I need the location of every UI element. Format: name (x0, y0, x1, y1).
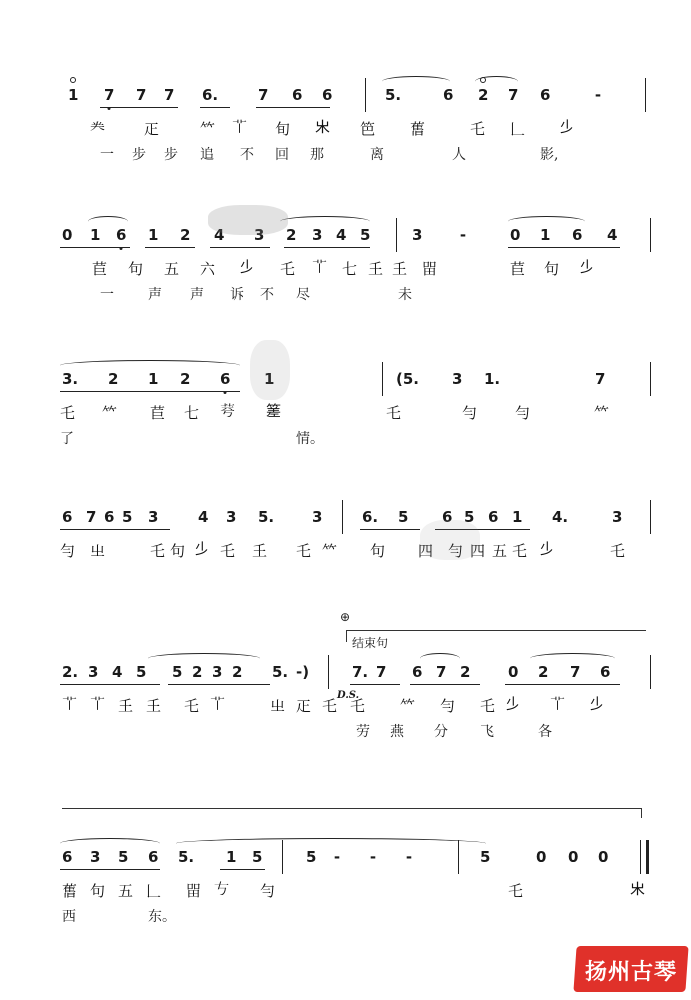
note: 3 (254, 226, 265, 244)
note: 3. (62, 370, 79, 388)
jianzi-char: 乇 (480, 697, 497, 715)
lyric-char: 情。 (296, 431, 324, 447)
note: 0 (568, 848, 579, 866)
note: 3 (90, 848, 101, 866)
lyric-char: 各 (538, 724, 552, 740)
score-system-2 (60, 218, 650, 306)
jianzi-char: 勻 (260, 882, 277, 900)
note: - (405, 848, 413, 866)
beam-underline (60, 391, 240, 392)
barline (650, 218, 651, 252)
beam-underline (410, 684, 480, 685)
jianzi-row (60, 402, 650, 428)
beam-underline (508, 247, 620, 248)
note: 1 (148, 370, 159, 388)
note: 5. (178, 848, 195, 866)
lyric-char: 东。 (148, 909, 176, 925)
jianzi-char: 㽞 (422, 260, 439, 278)
jianzi-row (60, 118, 650, 144)
note: 6. (362, 508, 379, 526)
jianzi-char: 苣 (150, 404, 167, 422)
beam-underline (100, 107, 178, 108)
lyric-char: 声 (190, 287, 204, 303)
barline (645, 78, 646, 112)
note: 1 (512, 508, 523, 526)
jianzi-char: 𠀁 (214, 880, 231, 898)
jianzi-char: 㽞 (186, 882, 203, 900)
jianzi-char: 𦾔 (410, 120, 427, 138)
beam-underline (60, 247, 130, 248)
note: 1 (148, 226, 159, 244)
slur (475, 76, 518, 87)
lyric-char: 燕 (390, 724, 404, 740)
jianzi-char: 句 (370, 542, 387, 560)
score-system-6 (60, 840, 650, 928)
note: - (369, 848, 377, 866)
jianzi-char: 𦫳 (550, 695, 567, 713)
note: 3 (212, 663, 223, 681)
slur (148, 653, 260, 664)
jianzi-char: 𥫗 (102, 404, 119, 422)
lyrics-row (60, 284, 650, 306)
note: 6 (220, 370, 230, 388)
barline (328, 655, 329, 689)
jianzi-char: 𣥂 (506, 695, 523, 713)
lyric-char: 尽 (296, 287, 310, 303)
jianzi-char: 乇 (220, 542, 237, 560)
note: 6 (442, 508, 453, 526)
lyric-char: 步 (164, 147, 178, 163)
jianzi-char: 勻 (60, 542, 77, 560)
note: 2 (478, 86, 488, 104)
note: 7 (376, 663, 387, 681)
jianzi-row (60, 258, 650, 284)
note: 3 (612, 508, 623, 526)
jianzi-char: 乇 (322, 697, 339, 715)
phrase-top-tick (641, 808, 642, 818)
note: 5 (136, 663, 147, 681)
note: 2. (62, 663, 79, 681)
slur (176, 838, 486, 849)
lyric-char: 飞 (480, 724, 494, 740)
lyric-char: 回 (275, 147, 289, 163)
jianzi-char: 乇 (512, 542, 529, 560)
jianzi-char: 𥫗 (200, 120, 217, 138)
lyric-char: 不 (260, 287, 274, 303)
lyric-char: 追 (200, 147, 214, 163)
jianzi-char: 乇 (386, 404, 403, 422)
note: 7 (595, 370, 606, 388)
beam-underline (200, 107, 230, 108)
watermark-logo (575, 946, 687, 992)
jianzi-char: 𡈼 (146, 697, 163, 715)
jianzi-char: 句 (170, 542, 187, 560)
beam-underline (360, 529, 420, 530)
lyric-char: 声 (148, 287, 162, 303)
note: 2 (108, 370, 119, 388)
note: 4 (198, 508, 209, 526)
jianzi-char: 𦫳 (62, 695, 79, 713)
note: - (459, 226, 467, 244)
note: 3 (412, 226, 423, 244)
note: 2 (286, 226, 297, 244)
lyric-char: 劳 (356, 724, 370, 740)
jianzi-char: 句 (128, 260, 145, 278)
notation-row (60, 655, 650, 695)
jianzi-char: 𣥂 (240, 258, 257, 276)
note: 1 (90, 226, 101, 244)
scan-smudge (250, 340, 290, 400)
beam-underline (168, 684, 270, 685)
note: -) (296, 663, 310, 681)
final-barline (646, 840, 649, 874)
jianzi-char: 旬 (275, 120, 292, 138)
beam-underline (284, 247, 370, 248)
note: 5 (118, 848, 129, 866)
note: 6 (62, 848, 73, 866)
jianzi-char: 乇 (60, 404, 77, 422)
beam-underline (60, 529, 170, 530)
jianzi-char: 𥫗 (400, 697, 417, 715)
jianzi-char: 勻 (462, 404, 479, 422)
barline (650, 500, 651, 534)
jianzi-char: 𣥂 (560, 118, 577, 136)
note: 2 (538, 663, 549, 681)
phrase-top-line (62, 808, 642, 809)
note: 7. (352, 663, 369, 681)
score-system-3 (60, 362, 650, 450)
beam-underline (145, 247, 195, 248)
jianzi-char: 𥰭 (266, 402, 283, 420)
jianzi-char: 句 (90, 882, 107, 900)
note: 5 (172, 663, 183, 681)
jianzi-char: 勻 (515, 404, 532, 422)
lyric-char: 未 (398, 287, 412, 303)
jianzi-char: 乇 (296, 542, 313, 560)
ds-mark: D.S. (337, 690, 360, 701)
lyrics-row (60, 566, 650, 588)
note: 1 (264, 370, 275, 388)
note: 1 (68, 86, 78, 104)
watermark-text: 扬州古琴 (585, 960, 678, 985)
jianzi-char: 乇 (350, 697, 367, 715)
section-label: 结束句 (352, 636, 389, 650)
section-bracket-tick (346, 630, 347, 642)
note: 3 (148, 508, 159, 526)
jianzi-char: 𦫳 (90, 695, 107, 713)
lyric-char: 不 (240, 147, 254, 163)
notation-row (60, 840, 650, 880)
lyric-char: 人 (452, 147, 466, 163)
notation-row (60, 78, 650, 118)
beam-underline (60, 684, 160, 685)
barline (396, 218, 397, 252)
jianzi-row (60, 540, 650, 566)
note: 6 (540, 86, 551, 104)
barline (382, 362, 383, 396)
note: 1. (484, 370, 501, 388)
note: 5 (480, 848, 491, 866)
note: 1 (540, 226, 551, 244)
note: 7 (164, 86, 175, 104)
barline (650, 655, 651, 689)
slur (420, 653, 460, 664)
jianzi-char: 笆 (360, 120, 377, 138)
jianzi-char: 𣥂 (195, 540, 212, 558)
note: 7 (136, 86, 147, 104)
note: 6 (600, 663, 611, 681)
jianzi-char: 㞢 (270, 697, 287, 715)
beam-underline (350, 684, 400, 685)
jianzi-char: 勻 (448, 542, 465, 560)
slur (280, 216, 370, 227)
jianzi-char: 五 (118, 882, 135, 900)
note: 5 (464, 508, 475, 526)
note: 5 (122, 508, 133, 526)
note: 4 (336, 226, 347, 244)
jianzi-char: 𦫳 (312, 258, 329, 276)
jianzi-char: 六 (200, 260, 217, 278)
jianzi-char: 𡈼 (368, 260, 385, 278)
lyric-char: 西 (62, 909, 76, 925)
note: 6 (488, 508, 499, 526)
lyrics-row (60, 428, 650, 450)
note: 5 (398, 508, 409, 526)
jianzi-char: 𡈼 (392, 260, 409, 278)
note: 6 (292, 86, 303, 104)
note: 3 (226, 508, 237, 526)
jianzi-char: 乇 (150, 542, 167, 560)
note: 4 (112, 663, 123, 681)
jianzi-char: 𠃊 (146, 882, 163, 900)
slur (88, 216, 128, 227)
note: - (594, 86, 602, 104)
jianzi-char: 四 (470, 542, 487, 560)
notation-row (60, 500, 650, 540)
slur (60, 360, 240, 371)
jianzi-char: 七 (184, 404, 201, 422)
note: 2 (460, 663, 471, 681)
note: 3 (312, 226, 323, 244)
jianzi-char: 𤴓 (296, 697, 313, 715)
lyric-char: 影, (540, 147, 559, 163)
note: 0 (536, 848, 547, 866)
lyric-char: 步 (132, 147, 146, 163)
note: 7 (436, 663, 447, 681)
note: 4. (552, 508, 569, 526)
lyrics-row (60, 144, 650, 166)
jianzi-char: 㞢 (90, 542, 107, 560)
notation-row (60, 362, 650, 402)
note: 6 (116, 226, 126, 244)
note: 6 (572, 226, 583, 244)
jianzi-char: 𥫗 (594, 404, 611, 422)
jianzi-char: 乇 (508, 882, 525, 900)
note: 4 (214, 226, 225, 244)
note: 5. (258, 508, 275, 526)
slur (508, 216, 585, 227)
note: 7 (570, 663, 581, 681)
scan-smudge (420, 520, 480, 560)
notation-row (60, 218, 650, 258)
jianzi-char: 𣥂 (540, 540, 557, 558)
lyrics-row (60, 906, 650, 928)
jianzi-char: 𠃊 (510, 120, 527, 138)
jianzi-char: 𥫗 (322, 542, 339, 560)
beam-underline (210, 247, 270, 248)
barline (640, 840, 641, 874)
barline (365, 78, 366, 112)
jianzi-char: 龹 (90, 120, 107, 138)
beam-underline (256, 107, 330, 108)
note: 3 (452, 370, 463, 388)
lyric-char: 诉 (230, 287, 244, 303)
note: 0 (510, 226, 521, 244)
lyric-char: 分 (434, 724, 448, 740)
lyrics-row (60, 721, 650, 743)
jianzi-char: 乇 (184, 697, 201, 715)
note: 2 (180, 226, 191, 244)
note: 4 (607, 226, 618, 244)
note: 2 (180, 370, 191, 388)
jianzi-char: 乇 (470, 120, 487, 138)
note: 1 (226, 848, 237, 866)
note: 5 (252, 848, 263, 866)
jianzi-char: 七 (342, 260, 359, 278)
note: 7 (258, 86, 269, 104)
slur (530, 653, 615, 664)
note: 3 (312, 508, 323, 526)
jianzi-char: 𤴓 (144, 120, 161, 138)
note: 5. (385, 86, 402, 104)
jianzi-char: 五 (492, 542, 509, 560)
beam-underline (60, 869, 160, 870)
jianzi-char: 𦭃 (220, 402, 237, 420)
jianzi-char: 𣥂 (590, 695, 607, 713)
note: 6 (104, 508, 115, 526)
slur (60, 838, 160, 849)
beam-underline (505, 684, 620, 685)
lyric-char: 一 (100, 287, 114, 303)
section-bracket-line (346, 630, 646, 631)
note: 2 (192, 663, 203, 681)
jianzi-char: 𣎵 (630, 880, 647, 898)
note: 5. (272, 663, 289, 681)
jianzi-char: 𣎵 (315, 118, 332, 136)
slur (382, 76, 450, 87)
note: 0 (62, 226, 73, 244)
note: 0 (508, 663, 519, 681)
note: 7 (508, 86, 519, 104)
jianzi-char: 𣥂 (580, 258, 597, 276)
jianzi-char: 𦫳 (210, 695, 227, 713)
jianzi-char: 乇 (610, 542, 627, 560)
score-system-1 (60, 78, 650, 166)
jianzi-char: 句 (544, 260, 561, 278)
barline (342, 500, 343, 534)
jianzi-row (60, 880, 650, 906)
note: 3 (88, 663, 99, 681)
lyric-char: 了 (60, 431, 74, 447)
note: (5. (396, 370, 419, 388)
jianzi-char: 勻 (440, 697, 457, 715)
note: 6 (322, 86, 333, 104)
jianzi-char: 五 (164, 260, 181, 278)
jianzi-char: 𦫳 (232, 118, 249, 136)
note: 7 (104, 86, 114, 104)
note: 7 (86, 508, 97, 526)
note: 6 (412, 663, 423, 681)
coda-symbol: ⊕ (340, 610, 351, 624)
jianzi-char: 𡈼 (118, 697, 135, 715)
note: 0 (598, 848, 609, 866)
lyric-char: 那 (310, 147, 324, 163)
note: - (333, 848, 341, 866)
octave-dot-above (70, 77, 76, 83)
lyric-char: 一 (100, 147, 114, 163)
beam-underline (220, 869, 265, 870)
jianzi-char: 苣 (92, 260, 109, 278)
note: 6 (148, 848, 159, 866)
score-system-4 (60, 500, 650, 588)
note: 2 (232, 663, 243, 681)
note: 6 (443, 86, 454, 104)
scan-smudge (208, 205, 288, 235)
jianzi-char: 四 (418, 542, 435, 560)
jianzi-char: 𡈼 (252, 542, 269, 560)
lyric-char: 离 (370, 147, 384, 163)
note: 5 (306, 848, 317, 866)
note: 6. (202, 86, 219, 104)
jianzi-char: 苣 (510, 260, 527, 278)
note: 5 (360, 226, 371, 244)
jianzi-char: 𦾔 (62, 882, 79, 900)
barline (650, 362, 651, 396)
note: 6 (62, 508, 73, 526)
jianzi-char: 乇 (280, 260, 297, 278)
